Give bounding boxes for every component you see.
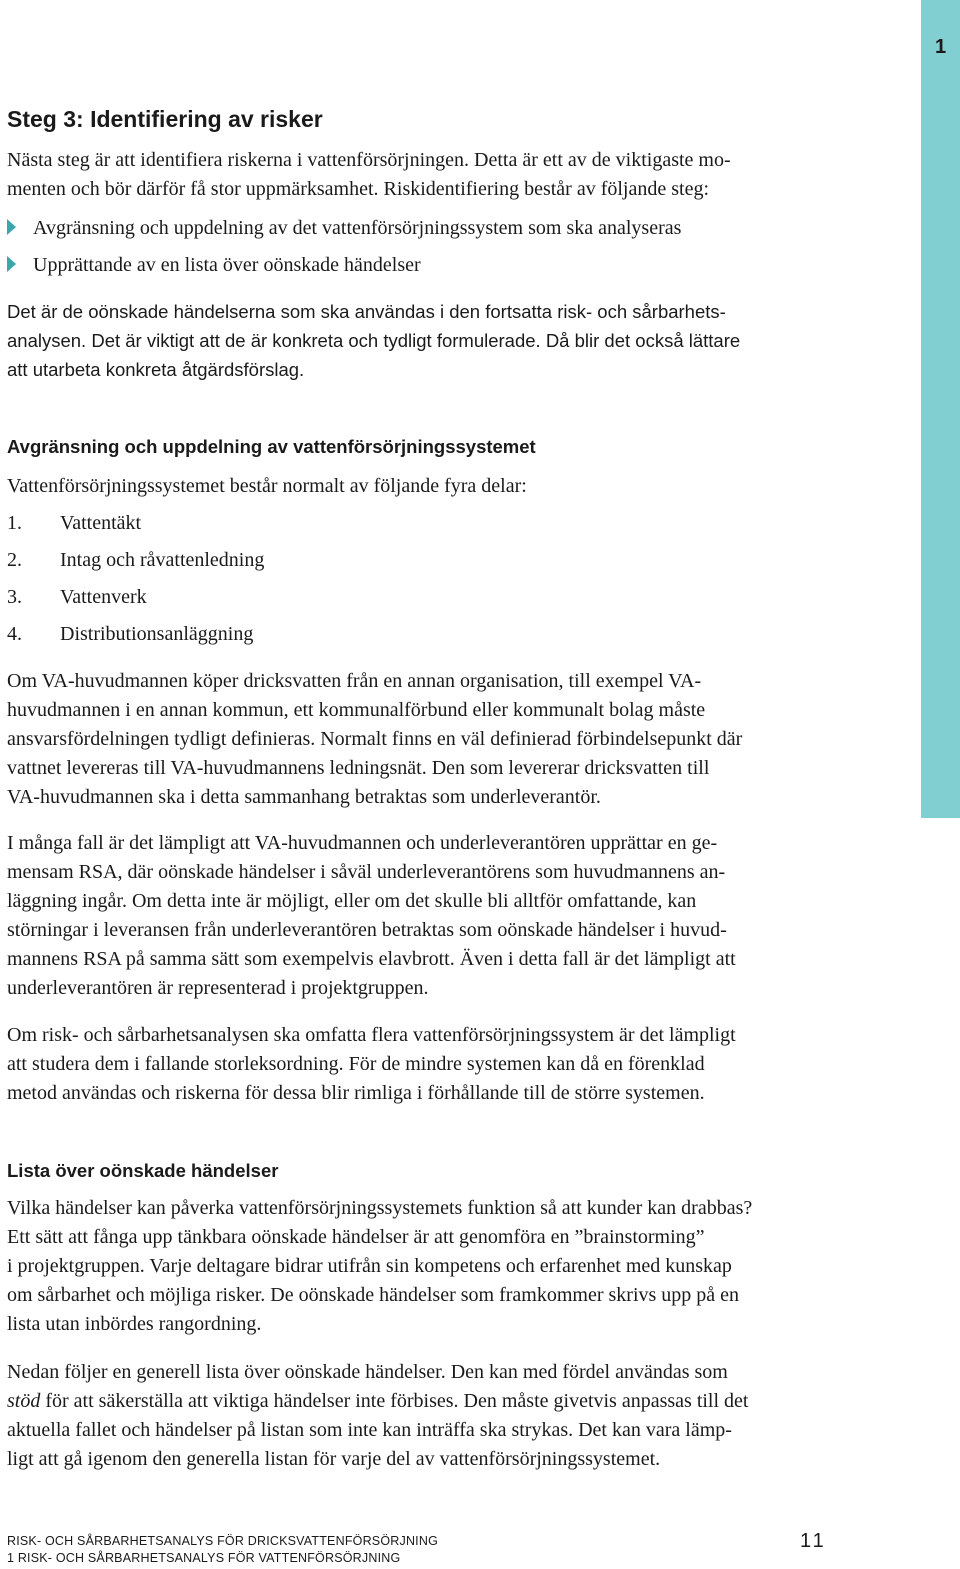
text-line: störningar i leveransen från underleverantören betraktas som oönskade händelser i huvud- bbox=[7, 919, 727, 941]
numbered-item bbox=[7, 620, 253, 649]
text-line: VA-huvudmannen ska i detta sammanhang betraktas som underleverantör. bbox=[7, 786, 601, 808]
text-line: ligt att gå igenom den generella listan för varje del av vattenförsörjningssystemet. bbox=[7, 1448, 661, 1470]
list-item-text: Avgränsning och uppdelning av det vattenförsörjningssystem som ska analyseras bbox=[33, 217, 682, 239]
paragraph bbox=[7, 1021, 907, 1108]
text-line: ansvarsfördelningen tydligt definieras. Normalt finns en väl definierad förbindelsepunkt där bbox=[7, 728, 743, 750]
list-item bbox=[7, 214, 681, 243]
text-line: att utarbeta konkreta åtgärdsförslag. bbox=[7, 359, 305, 380]
text-line: lista utan inbördes rangordning. bbox=[7, 1313, 262, 1335]
paragraph bbox=[7, 1358, 907, 1474]
item-number: 1. bbox=[7, 512, 22, 534]
section-paragraph bbox=[7, 297, 907, 384]
text-line: aktuella fallet och händelser på listan som inte kan inträffa ska strykas. Det kan vara lämp- bbox=[7, 1419, 732, 1441]
item-text: Vattenverk bbox=[60, 586, 147, 608]
numbered-item bbox=[7, 583, 147, 612]
text-line: metod användas och riskerna för dessa blir rimliga i förhållande till de större systemen. bbox=[7, 1082, 705, 1104]
text-line: läggning ingår. Om detta inte är möjligt, eller om det skulle bli alltför omfattande, kan bbox=[7, 890, 697, 912]
text-line: Vattenförsörjningssystemet består normalt av följande fyra delar: bbox=[7, 475, 527, 497]
text-line: Nedan följer en generell lista över oönskade händelser. Den kan med fördel användas som bbox=[7, 1361, 728, 1383]
text-line: i projektgruppen. Varje deltagare bidrar utifrån sin kompetens och erfarenhet med kunskap bbox=[7, 1255, 732, 1277]
list-item bbox=[7, 251, 421, 280]
text-line: Ett sätt att fånga upp tänkbara oönskade händelser är att genomföra en ”brainstorming” bbox=[7, 1226, 705, 1248]
text-line: att studera dem i fallande storleksordning. För de mindre systemen kan då en förenklad bbox=[7, 1053, 705, 1075]
item-text: Vattentäkt bbox=[60, 512, 142, 534]
text-line: Om risk- och sårbarhetsanalysen ska omfatta flera vattenförsörjningssystem är det lämpligt bbox=[7, 1024, 736, 1046]
triangle-bullet-icon bbox=[7, 256, 16, 272]
footer-chapter-title: 1 RISK- OCH SÅRBARHETSANALYS FÖR VATTENFÖRSÖRJNING bbox=[7, 1551, 401, 1565]
text-fragment: för att säkerställa att viktiga händelser inte förbises. Den måste givetvis anpassas till det bbox=[40, 1390, 749, 1412]
triangle-bullet-icon bbox=[7, 219, 16, 235]
emphasis-text: stöd bbox=[7, 1390, 41, 1412]
section-title: Steg 3: Identifiering av risker bbox=[7, 106, 323, 132]
numbered-item bbox=[7, 509, 141, 538]
paragraph bbox=[7, 1194, 907, 1339]
page-number: 11 bbox=[800, 1530, 827, 1552]
subsection-title: Lista över oönskade händelser bbox=[7, 1160, 279, 1181]
item-text: Intag och råvattenledning bbox=[60, 549, 265, 571]
list-item-text: Upprättande av en lista över oönskade händelser bbox=[33, 254, 421, 276]
item-text: Distributionsanläggning bbox=[60, 623, 254, 645]
paragraph bbox=[7, 667, 907, 812]
text-line: huvudmannen i en annan kommun, ett kommunalförbund eller kommunalt bolag måste bbox=[7, 699, 706, 721]
text-line: menten och bör därför få stor uppmärksamhet. Riskidentifiering består av följande steg: bbox=[7, 178, 710, 200]
item-number: 3. bbox=[7, 586, 22, 608]
text-line: Om VA-huvudmannen köper dricksvatten från en annan organisation, till exempel VA- bbox=[7, 670, 702, 692]
paragraph bbox=[7, 829, 907, 1003]
text-line: Vilka händelser kan påverka vattenförsörjningssystemets funktion så att kunder kan drabbas? bbox=[7, 1197, 753, 1219]
subsection-intro bbox=[7, 472, 907, 501]
text-line: mannens RSA på samma sätt som exempelvis elavbrott. Även i detta fall är det lämpligt att bbox=[7, 948, 736, 970]
section-intro bbox=[7, 146, 907, 204]
text-line: Det är de oönskade händelserna som ska användas i den fortsatta risk- och sårbarhets- bbox=[7, 301, 726, 322]
text-line: underleverantören är representerad i projektgruppen. bbox=[7, 977, 429, 999]
item-number: 2. bbox=[7, 549, 22, 571]
footer-running-title: RISK- OCH SÅRBARHETSANALYS FÖR DRICKSVATTENFÖRSÖRJNING bbox=[7, 1534, 438, 1548]
subsection-title: Avgränsning och uppdelning av vattenförsörjningssystemet bbox=[7, 436, 536, 457]
text-line: analysen. Det är viktigt att de är konkreta och tydligt formulerade. Då blir det också lättare bbox=[7, 330, 741, 351]
text-line: vattnet levereras till VA-huvudmannens ledningsnät. Den som levererar dricksvatten till bbox=[7, 757, 710, 779]
text-line bbox=[7, 1387, 907, 1416]
item-number: 4. bbox=[7, 623, 22, 645]
chapter-side-tab bbox=[921, 0, 960, 818]
text-line: Nästa steg är att identifiera riskerna i vattenförsörjningen. Detta är ett av de viktigaste mo- bbox=[7, 149, 731, 171]
text-line: mensam RSA, där oönskade händelser i såväl underleverantörens som huvudmannens an- bbox=[7, 861, 726, 883]
chapter-number: 1 bbox=[934, 36, 947, 58]
text-line: om sårbarhet och möjliga risker. De oönskade händelser som framkommer skrivs upp på en bbox=[7, 1284, 740, 1306]
text-line: I många fall är det lämpligt att VA-huvudmannen och underleverantören upprättar en ge- bbox=[7, 832, 718, 854]
numbered-item bbox=[7, 546, 264, 575]
